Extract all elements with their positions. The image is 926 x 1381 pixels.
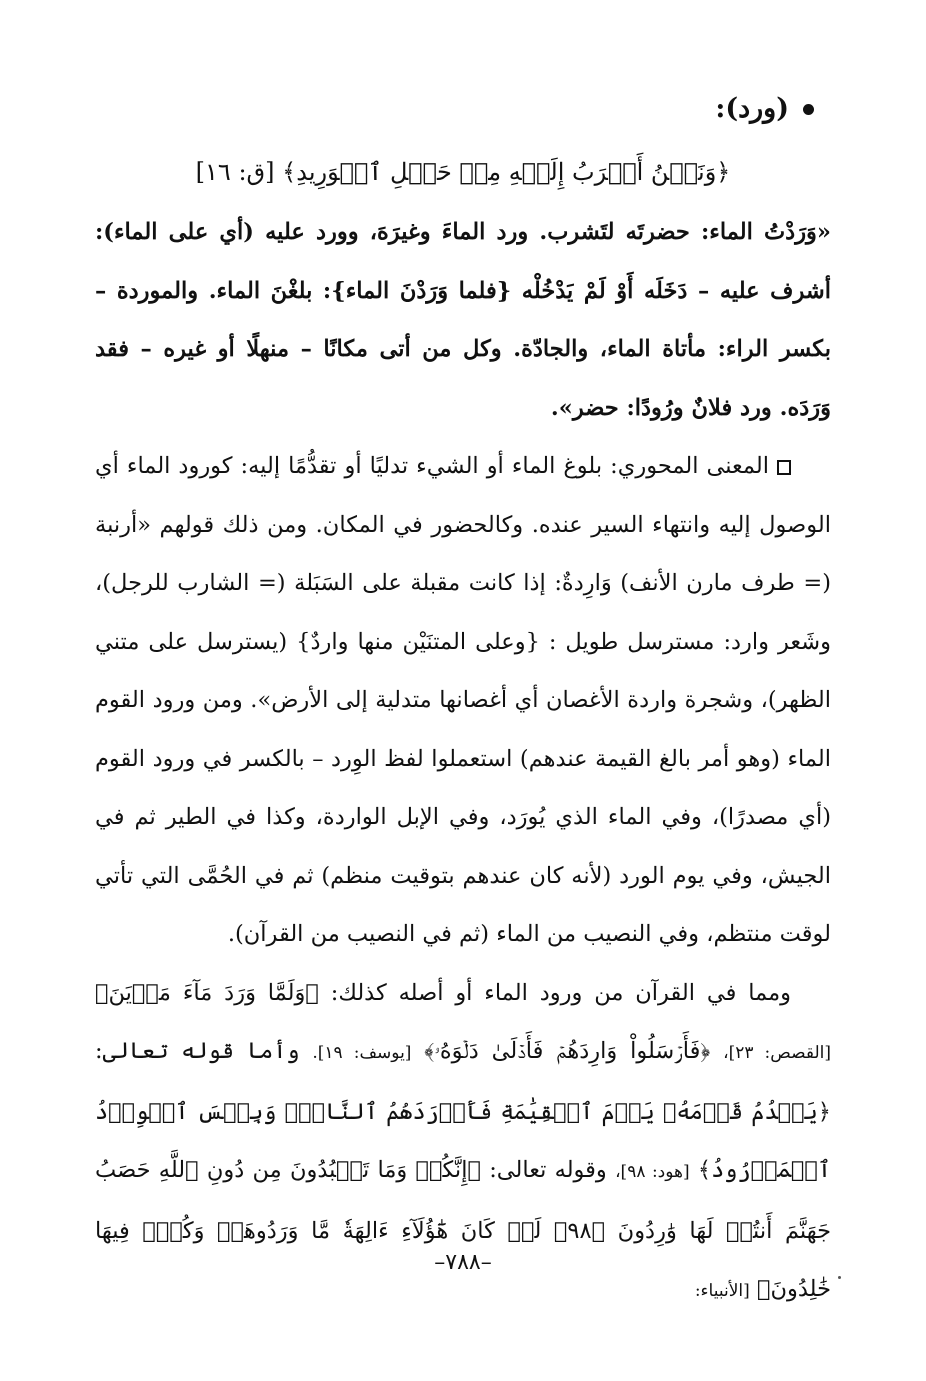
usage-intro: ومما في القرآن من ورود الماء أو أصله كذلك: [330, 979, 791, 1006]
quran-ref-4: [الأنبياء: [694, 1281, 750, 1301]
quran-verse-4: ﴿إِنَّكُمۡ وَمَا تَعۡبُدُونَ مِن دُونِ ٱللَّهِ حَصَبُ جَهَنَّمَ أَنتُمۡ لَهَا وَٰرِدُونَ ﴿٩٨﴾ لَوۡ كَانَ هَٰٓؤُلَآءِ ءَالِهَةٗ مَّا وَرَدُوهَاۖ وَكُلّٞ فِيهَا خَٰلِدُونَ﴾ [95, 1157, 831, 1302]
body-text [95, 203, 831, 1321]
core-meaning-paragraph [95, 437, 831, 964]
quran-verse-2: ﴿فَأَرۡسَلُواْ وَارِدَهُمۡ فَأَدۡلَىٰ دَلۡوَهُۥ﴾ [424, 1038, 711, 1064]
square-box-icon [777, 460, 791, 475]
usage-transition-2: وقوله تعالى: [489, 1157, 607, 1183]
verse-reference: [ق: ١٦] [195, 158, 275, 186]
quran-ref-1: [القصص: ٢٣]، [723, 1043, 831, 1063]
bullet-icon [803, 104, 814, 115]
headline-verse [100, 150, 826, 194]
verse-text: ﴿وَنَحۡنُ أَقۡرَبُ إِلَيۡهِ مِنۡ حَبۡلِ ٱلۡوَرِيدِ﴾ [282, 158, 731, 186]
core-meaning-text: المعنى المحوري: بلوغ الماء أو الشيء تدليًا أو تقدُّمًا إليه: كورود الماء أي الوصول إليه وانتهاء السير عنده. وكالحضور في المكان. ومن ذلك قولهم «أرنبة (= طرف مارن الأنف) وَارِدةٌ: إذا كانت مقبلة على السَبَلة (= الشارب للرجل)، وشَعر وارد: مسترسل طويل : {وعلى المتنَيْن منها واردٌ} (يسترسل على متني الظهر)، وشجرة واردة الأغصان أي أغصانها متدلية إلى الأرض». ومن ورود القوم الماء (وهو أمر بالغ القيمة عندهم) استعملوا لفظ الوِرد – بالكسر في ورود القوم (أي مصدرًا)، وفي الماء الذي يُورَد، وفي الإبل الواردة، وكذا في الطير ثم في الجيش، وفي يوم الورد (لأنه كان عندهم بتوقيت منظم) ثم في الحُمَّى التي تأتي لوقت منتظم، وفي النصيب من الماء (ثم في النصيب من القرآن). [95, 453, 831, 947]
page-number: –٧٨٨– [434, 1250, 492, 1275]
quran-ref-2: [يوسف: ١٩]. [312, 1043, 412, 1063]
quran-verse-3: ﴿يَقۡدُمُ قَوۡمَهُۥ يَوۡمَ ٱلۡقِيَٰمَةِ فَأَوۡرَدَهُمُ ٱلنَّارَۖ وَبِئۡسَ ٱلۡوِرۡدُ ٱلۡمَوۡرُودُ﴾ [95, 1098, 832, 1183]
entry-root-title: (ورد): [715, 93, 789, 124]
quran-verse-1: ﴿وَلَمَّا وَرَدَ مَآءَ مَدۡيَنَ﴾ [95, 979, 319, 1006]
scan-speck [838, 1276, 841, 1279]
usage-transition: وأما قوله تعالى: [95, 1038, 300, 1064]
dictionary-quote-paragraph: «وَرَدْتُ الماء: حضرتَه لتَشرب. ورد الماءَ وغيرَهَ، وورد عليه (أي على الماء): أشرف عليه – دَخَلَه أَوْ لَمْ يَدْخُلْه {فلما وَرَدْنَ الماء}: بلغْنَ الماء. والموردة – بكسر الراء: مأتاة الماء، والجادّة. وكل من أتى مكانًا – منهلًا أو غيره – فقد وَرَدَه. ورد فلانٌ ورُودًا: حضر». [95, 219, 831, 421]
quran-ref-3: [هود: ٩٨]، [615, 1162, 690, 1182]
entry-heading [715, 88, 814, 130]
